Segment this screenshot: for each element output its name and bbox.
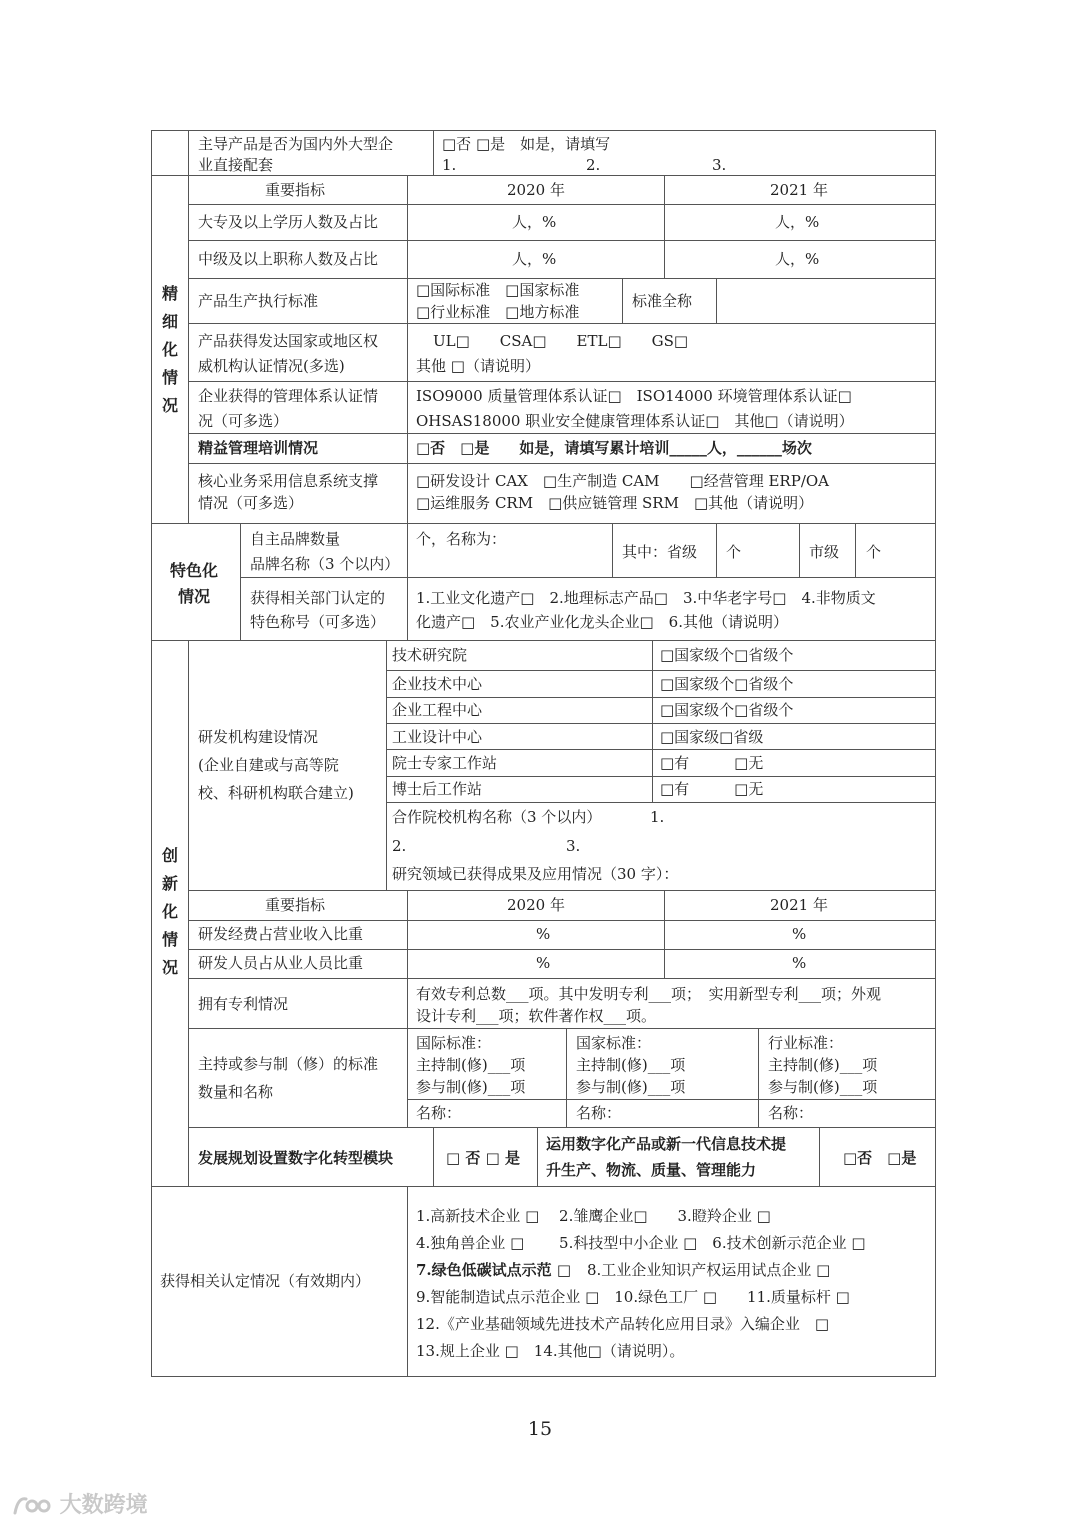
- rd-row-option[interactable]: □国家级个□省级个: [660, 675, 794, 693]
- result-label[interactable]: 研究领域已获得成果及应用情况（30 字）：: [392, 865, 679, 883]
- rd-staff-label: 研发人员占从业人员比重: [198, 954, 364, 972]
- rd-org-label-3: 校、科研机构联合建立): [198, 784, 354, 802]
- mgmt-options-2[interactable]: OHSAS18000 职业安全健康管理体系认证□ 其他□（请说明）: [416, 412, 854, 430]
- rd-row-option[interactable]: □国家级个□省级个: [660, 646, 794, 664]
- rd-fee-2021[interactable]: %: [792, 925, 807, 943]
- recognition-line-3[interactable]: 7.绿色低碳试点示范 □: [416, 1261, 572, 1279]
- brand-city-unit: 个: [866, 543, 882, 561]
- special-section-label: 特色化: [170, 561, 219, 580]
- special-title-options-1[interactable]: 1.工业文化遗产□ 2.地理标志产品□ 3.中华老字号□ 4.非物质文: [416, 589, 876, 607]
- main-product-label: 主导产品是否为国内外大型企: [198, 135, 394, 153]
- cert-label-cont: 威机构认证情况(多选): [198, 357, 345, 375]
- rd-row-option[interactable]: □有 □无: [660, 754, 764, 772]
- standard-options-1[interactable]: □国际标准 □国家标准: [416, 281, 580, 299]
- digital-apply-label-cont: 升生产、物流、质量、管理能力: [546, 1161, 757, 1179]
- title-ratio-2021[interactable]: 人，%: [775, 250, 820, 268]
- digital-apply-label: 运用数字化产品或新一代信息技术提: [546, 1135, 787, 1153]
- brand-name-label: 品牌名称（3 个以内）: [250, 555, 400, 573]
- edu-ratio-2020[interactable]: 人，%: [512, 213, 557, 231]
- cert-options-1[interactable]: UL□ CSA□ ETL□ GS□: [433, 332, 689, 350]
- fine-header-2020: 2020 年: [507, 181, 565, 199]
- brand-city-label: 市级: [809, 543, 840, 561]
- recognition-line-2[interactable]: 4.独角兽企业 □ 5.科技型中小企业 □ 6.技术创新示范企业 □: [416, 1234, 866, 1252]
- it-system-options-2[interactable]: □运维服务 CRM □供应链管理 SRM □其他（请说明）: [416, 494, 814, 512]
- innov-header-indicator: 重要指标: [265, 896, 326, 914]
- cert-label: 产品获得发达国家或地区权: [198, 332, 379, 350]
- page-number: 15: [527, 1418, 553, 1440]
- std-intl-name[interactable]: 名称：: [416, 1104, 462, 1122]
- rd-row-name: 技术研究院: [392, 646, 468, 664]
- rd-org-label: 研发机构建设情况: [198, 728, 319, 746]
- edu-ratio-label: 大专及以上学历人数及占比: [198, 213, 379, 231]
- it-system-options-1[interactable]: □研发设计 CAX □生产制造 CAM □经营管理 ERP/OA: [416, 472, 829, 490]
- digital-module-label: 发展规划设置数字化转型模块: [198, 1149, 394, 1167]
- standard-options-2[interactable]: □行业标准 □地方标准: [416, 303, 580, 321]
- watermark-text: 大数跨境: [59, 1493, 148, 1518]
- std-ind-host[interactable]: 主持制(修)___项: [768, 1056, 878, 1074]
- rd-row-option[interactable]: □有 □无: [660, 780, 764, 798]
- cert-options-2[interactable]: 其他 □（请说明）: [416, 357, 540, 375]
- rd-fee-2020[interactable]: %: [536, 925, 551, 943]
- rd-org-label-2: (企业自建或与高等院: [198, 756, 339, 774]
- title-ratio-label: 中级及以上职称人数及占比: [198, 250, 379, 268]
- patent-label: 拥有专利情况: [198, 995, 289, 1013]
- special-title-options-2[interactable]: 化遗产□ 5.农业产业化龙头企业□ 6.其他（请说明）: [416, 613, 788, 631]
- digital-module-options[interactable]: □ 否 □ 是: [446, 1149, 521, 1167]
- special-title-label: 获得相关部门认定的: [250, 589, 386, 607]
- digital-apply-options[interactable]: □否 □是: [843, 1149, 917, 1167]
- rd-row-name: 企业技术中心: [392, 675, 483, 693]
- innov-header-2021: 2021 年: [770, 896, 828, 914]
- recognition-line-6[interactable]: 13.规上企业 □ 14.其他□（请说明）。: [416, 1342, 685, 1360]
- standard-make-label-cont: 数量和名称: [198, 1083, 274, 1101]
- brand-count-label: 自主品牌数量: [250, 530, 341, 548]
- special-title-label-cont: 特色称号（可多选）: [250, 613, 386, 631]
- it-system-label: 核心业务采用信息系统支撑: [198, 472, 379, 490]
- lean-options[interactable]: □否 □是 如是，请填写累计培训_____人，______场次: [416, 439, 812, 457]
- patent-text-1[interactable]: 有效专利总数___项。其中发明专利___项； 实用新型专利___项；外观: [416, 985, 882, 1003]
- innov-section-label: 创 新 化 情 况: [161, 846, 178, 977]
- std-natl-host[interactable]: 主持制(修)___项: [576, 1056, 686, 1074]
- recognition-line-1[interactable]: 1.高新技术企业 □ 2.雏鹰企业□ 3.瞪羚企业 □: [416, 1207, 771, 1225]
- main-product-slot-3[interactable]: 3.: [712, 156, 727, 174]
- lean-label: 精益管理培训情况: [198, 439, 319, 457]
- coop-slot-2[interactable]: 2.: [392, 837, 407, 855]
- rd-row-option[interactable]: □国家级个□省级个: [660, 701, 794, 719]
- coop-label: 合作院校机构名称（3 个以内）: [392, 808, 602, 826]
- brand-names-field[interactable]: 个，名称为：: [416, 530, 507, 548]
- brand-province-label: 其中：省级: [622, 543, 698, 561]
- std-intl-host[interactable]: 主持制(修)___项: [416, 1056, 526, 1074]
- mgmt-options-1[interactable]: ISO9000 质量管理体系认证□ ISO14000 环境管理体系认证□: [416, 387, 852, 405]
- recognition-label: 获得相关认定情况（有效期内）: [160, 1272, 371, 1290]
- brand-province-unit: 个: [726, 543, 742, 561]
- std-ind-label: 行业标准：: [768, 1034, 844, 1052]
- watermark-logo-icon: [12, 1493, 52, 1519]
- main-product-slot-2[interactable]: 2.: [586, 156, 601, 174]
- coop-slot-1[interactable]: 1.: [650, 808, 665, 826]
- rd-row-name: 博士后工作站: [392, 780, 483, 798]
- rd-fee-label: 研发经费占营业收入比重: [198, 925, 364, 943]
- mgmt-label: 企业获得的管理体系认证情: [198, 387, 379, 405]
- main-product-options[interactable]: □否 □是 如是，请填写: [442, 135, 611, 153]
- main-product-slot-1[interactable]: 1.: [442, 156, 457, 174]
- coop-slot-3[interactable]: 3.: [566, 837, 581, 855]
- std-ind-join[interactable]: 参与制(修)___项: [768, 1078, 878, 1096]
- it-system-label-cont: 情况（可多选）: [198, 494, 304, 512]
- standard-make-label: 主持或参与制（修）的标准: [198, 1055, 379, 1073]
- special-section-label-cont: 情况: [178, 587, 211, 606]
- std-natl-name[interactable]: 名称：: [576, 1104, 622, 1122]
- patent-text-2[interactable]: 设计专利___项；软件著作权___项。: [416, 1007, 657, 1025]
- rd-staff-2020[interactable]: %: [536, 954, 551, 972]
- standard-label: 产品生产执行标准: [198, 292, 319, 310]
- title-ratio-2020[interactable]: 人，%: [512, 250, 557, 268]
- std-ind-name[interactable]: 名称：: [768, 1104, 814, 1122]
- std-intl-label: 国际标准：: [416, 1034, 492, 1052]
- rd-row-option[interactable]: □国家级□省级: [660, 728, 764, 746]
- edu-ratio-2021[interactable]: 人，%: [775, 213, 820, 231]
- std-intl-join[interactable]: 参与制(修)___项: [416, 1078, 526, 1096]
- innov-header-2020: 2020 年: [507, 896, 565, 914]
- std-natl-label: 国家标准：: [576, 1034, 652, 1052]
- fine-section-label: 精 细 化 情 况: [161, 284, 178, 415]
- recognition-line-3b[interactable]: 8.工业企业知识产权运用试点企业 □: [587, 1261, 831, 1279]
- watermark: [12, 1488, 148, 1519]
- rd-row-name: 工业设计中心: [392, 728, 483, 746]
- fine-header-2021: 2021 年: [770, 181, 828, 199]
- standard-fullname-label: 标准全称: [632, 292, 693, 310]
- main-product-label-cont: 业直接配套: [198, 156, 274, 174]
- recognition-line-4[interactable]: 9.智能制造试点示范企业 □ 10.绿色工厂 □ 11.质量标杆 □: [416, 1288, 850, 1306]
- rd-row-name: 企业工程中心: [392, 701, 483, 719]
- fine-header-indicator: 重要指标: [265, 181, 326, 199]
- rd-staff-2021[interactable]: %: [792, 954, 807, 972]
- mgmt-label-cont: 况（可多选）: [198, 412, 289, 430]
- rd-row-name: 院士专家工作站: [392, 754, 498, 772]
- std-natl-join[interactable]: 参与制(修)___项: [576, 1078, 686, 1096]
- recognition-line-5[interactable]: 12.《产业基础领域先进技术产品转化应用目录》入编企业 □: [416, 1315, 830, 1333]
